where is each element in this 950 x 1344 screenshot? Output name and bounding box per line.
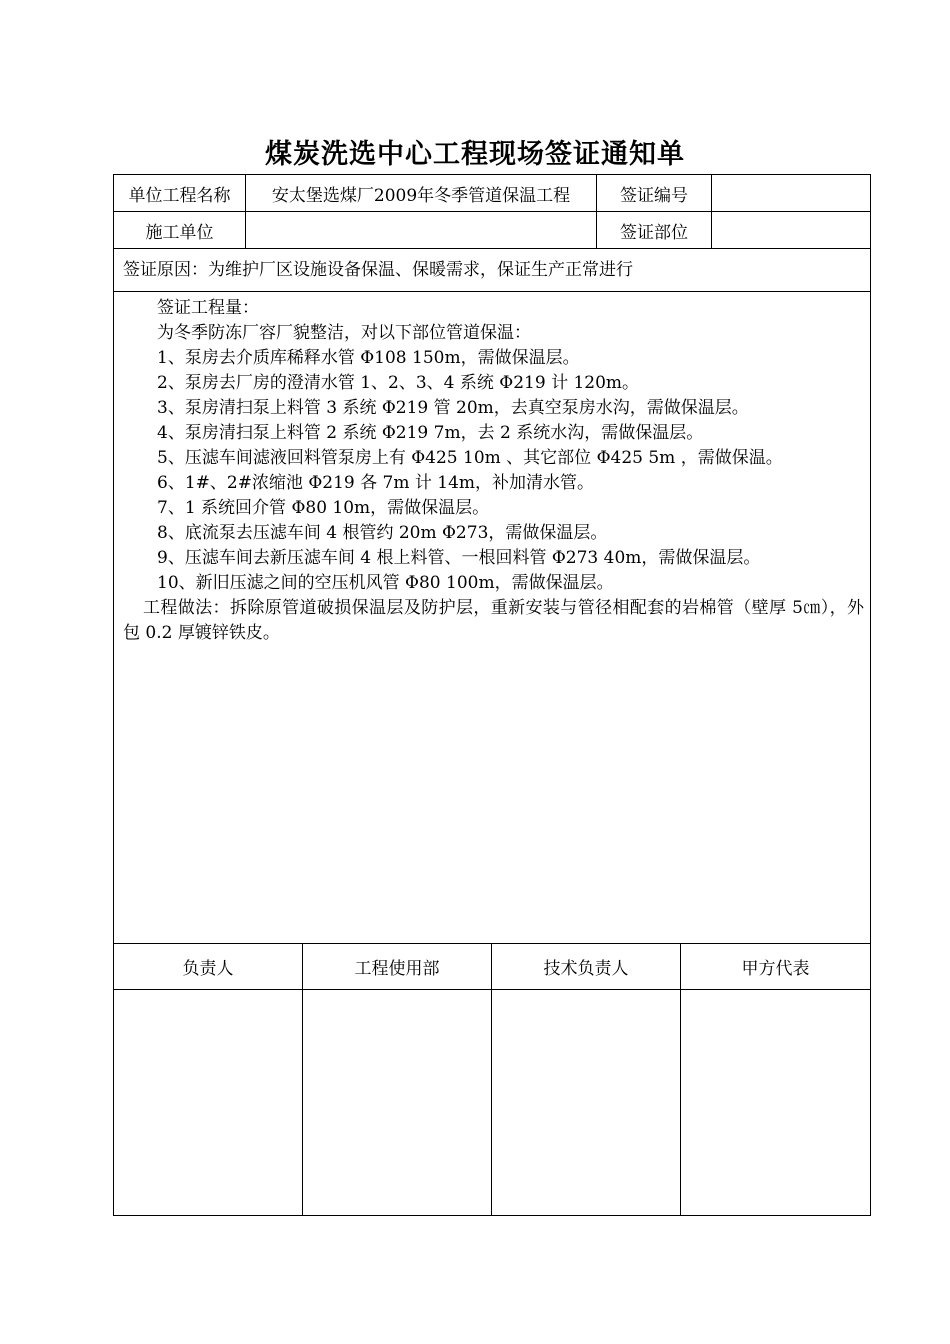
visa-part-label: 签证部位 — [597, 212, 712, 249]
quantity-item: 5、压滤车间滤液回料管泵房上有 Φ425 10m 、其它部位 Φ425 5m ，需做保温。 — [157, 448, 783, 468]
quantity-intro: 为冬季防冻厂容厂貌整洁，对以下部位管道保温： — [157, 323, 531, 343]
unit-project-value: 安太堡选煤厂2009年冬季管道保温工程 — [246, 175, 597, 212]
row-signature-labels — [114, 944, 871, 990]
construction-method: 工程做法：拆除原管道破损保温层及防护层，重新安装与管径相配套的岩棉管（壁厚 5㎝），外包 0.2 厚镀锌铁皮。 — [123, 598, 865, 643]
signature-label-tech-lead: 技术负责人 — [492, 944, 681, 990]
visa-reason: 签证原因：为维护厂区设施设备保温、保暖需求，保证生产正常进行 — [114, 249, 871, 292]
quantity-item: 6、1#、2#浓缩池 Φ219 各 7m 计 14m，补加清水管。 — [157, 473, 595, 493]
signature-box-client-rep — [681, 990, 871, 1216]
signature-label-engineering-dept: 工程使用部 — [303, 944, 492, 990]
visa-no-value — [712, 175, 871, 212]
visa-quantity-cell — [114, 292, 871, 944]
quantity-heading: 签证工程量： — [157, 298, 259, 318]
contractor-value — [246, 212, 597, 249]
unit-project-label: 单位工程名称 — [114, 175, 246, 212]
document-title: 煤炭洗选中心工程现场签证通知单 — [265, 139, 685, 170]
signature-label-client-rep: 甲方代表 — [681, 944, 871, 990]
signature-box-responsible — [114, 990, 303, 1216]
row-unit-project — [114, 175, 871, 212]
signature-label-responsible: 负责人 — [114, 944, 303, 990]
row-reason — [114, 249, 871, 292]
quantity-item: 7、1 系统回介管 Φ80 10m，需做保温层。 — [157, 498, 490, 518]
signature-box-tech-lead — [492, 990, 681, 1216]
quantity-item: 8、底流泵去压滤车间 4 根管约 20m Φ273，需做保温层。 — [157, 523, 608, 543]
quantity-item: 9、压滤车间去新压滤车间 4 根上料管、一根回料管 Φ273 40m，需做保温层。 — [157, 548, 761, 568]
visa-no-label: 签证编号 — [597, 175, 712, 212]
visa-form-table — [113, 174, 871, 1216]
row-signature-boxes — [114, 990, 871, 1216]
quantity-item: 4、泵房清扫泵上料管 2 系统 Φ219 7m，去 2 系统水沟，需做保温层。 — [157, 423, 704, 443]
row-contractor — [114, 212, 871, 249]
row-quantity — [114, 292, 871, 944]
quantity-item: 3、泵房清扫泵上料管 3 系统 Φ219 管 20m，去真空泵房水沟，需做保温层。 — [157, 398, 749, 418]
contractor-label: 施工单位 — [114, 212, 246, 249]
quantity-item: 2、泵房去厂房的澄清水管 1、2、3、4 系统 Φ219 计 120m。 — [157, 373, 640, 393]
signature-box-engineering-dept — [303, 990, 492, 1216]
quantity-item: 10、新旧压滤之间的空压机风管 Φ80 100m，需做保温层。 — [157, 573, 614, 593]
visa-part-value — [712, 212, 871, 249]
quantity-item: 1、泵房去介质库稀释水管 Φ108 150m，需做保温层。 — [157, 348, 580, 368]
